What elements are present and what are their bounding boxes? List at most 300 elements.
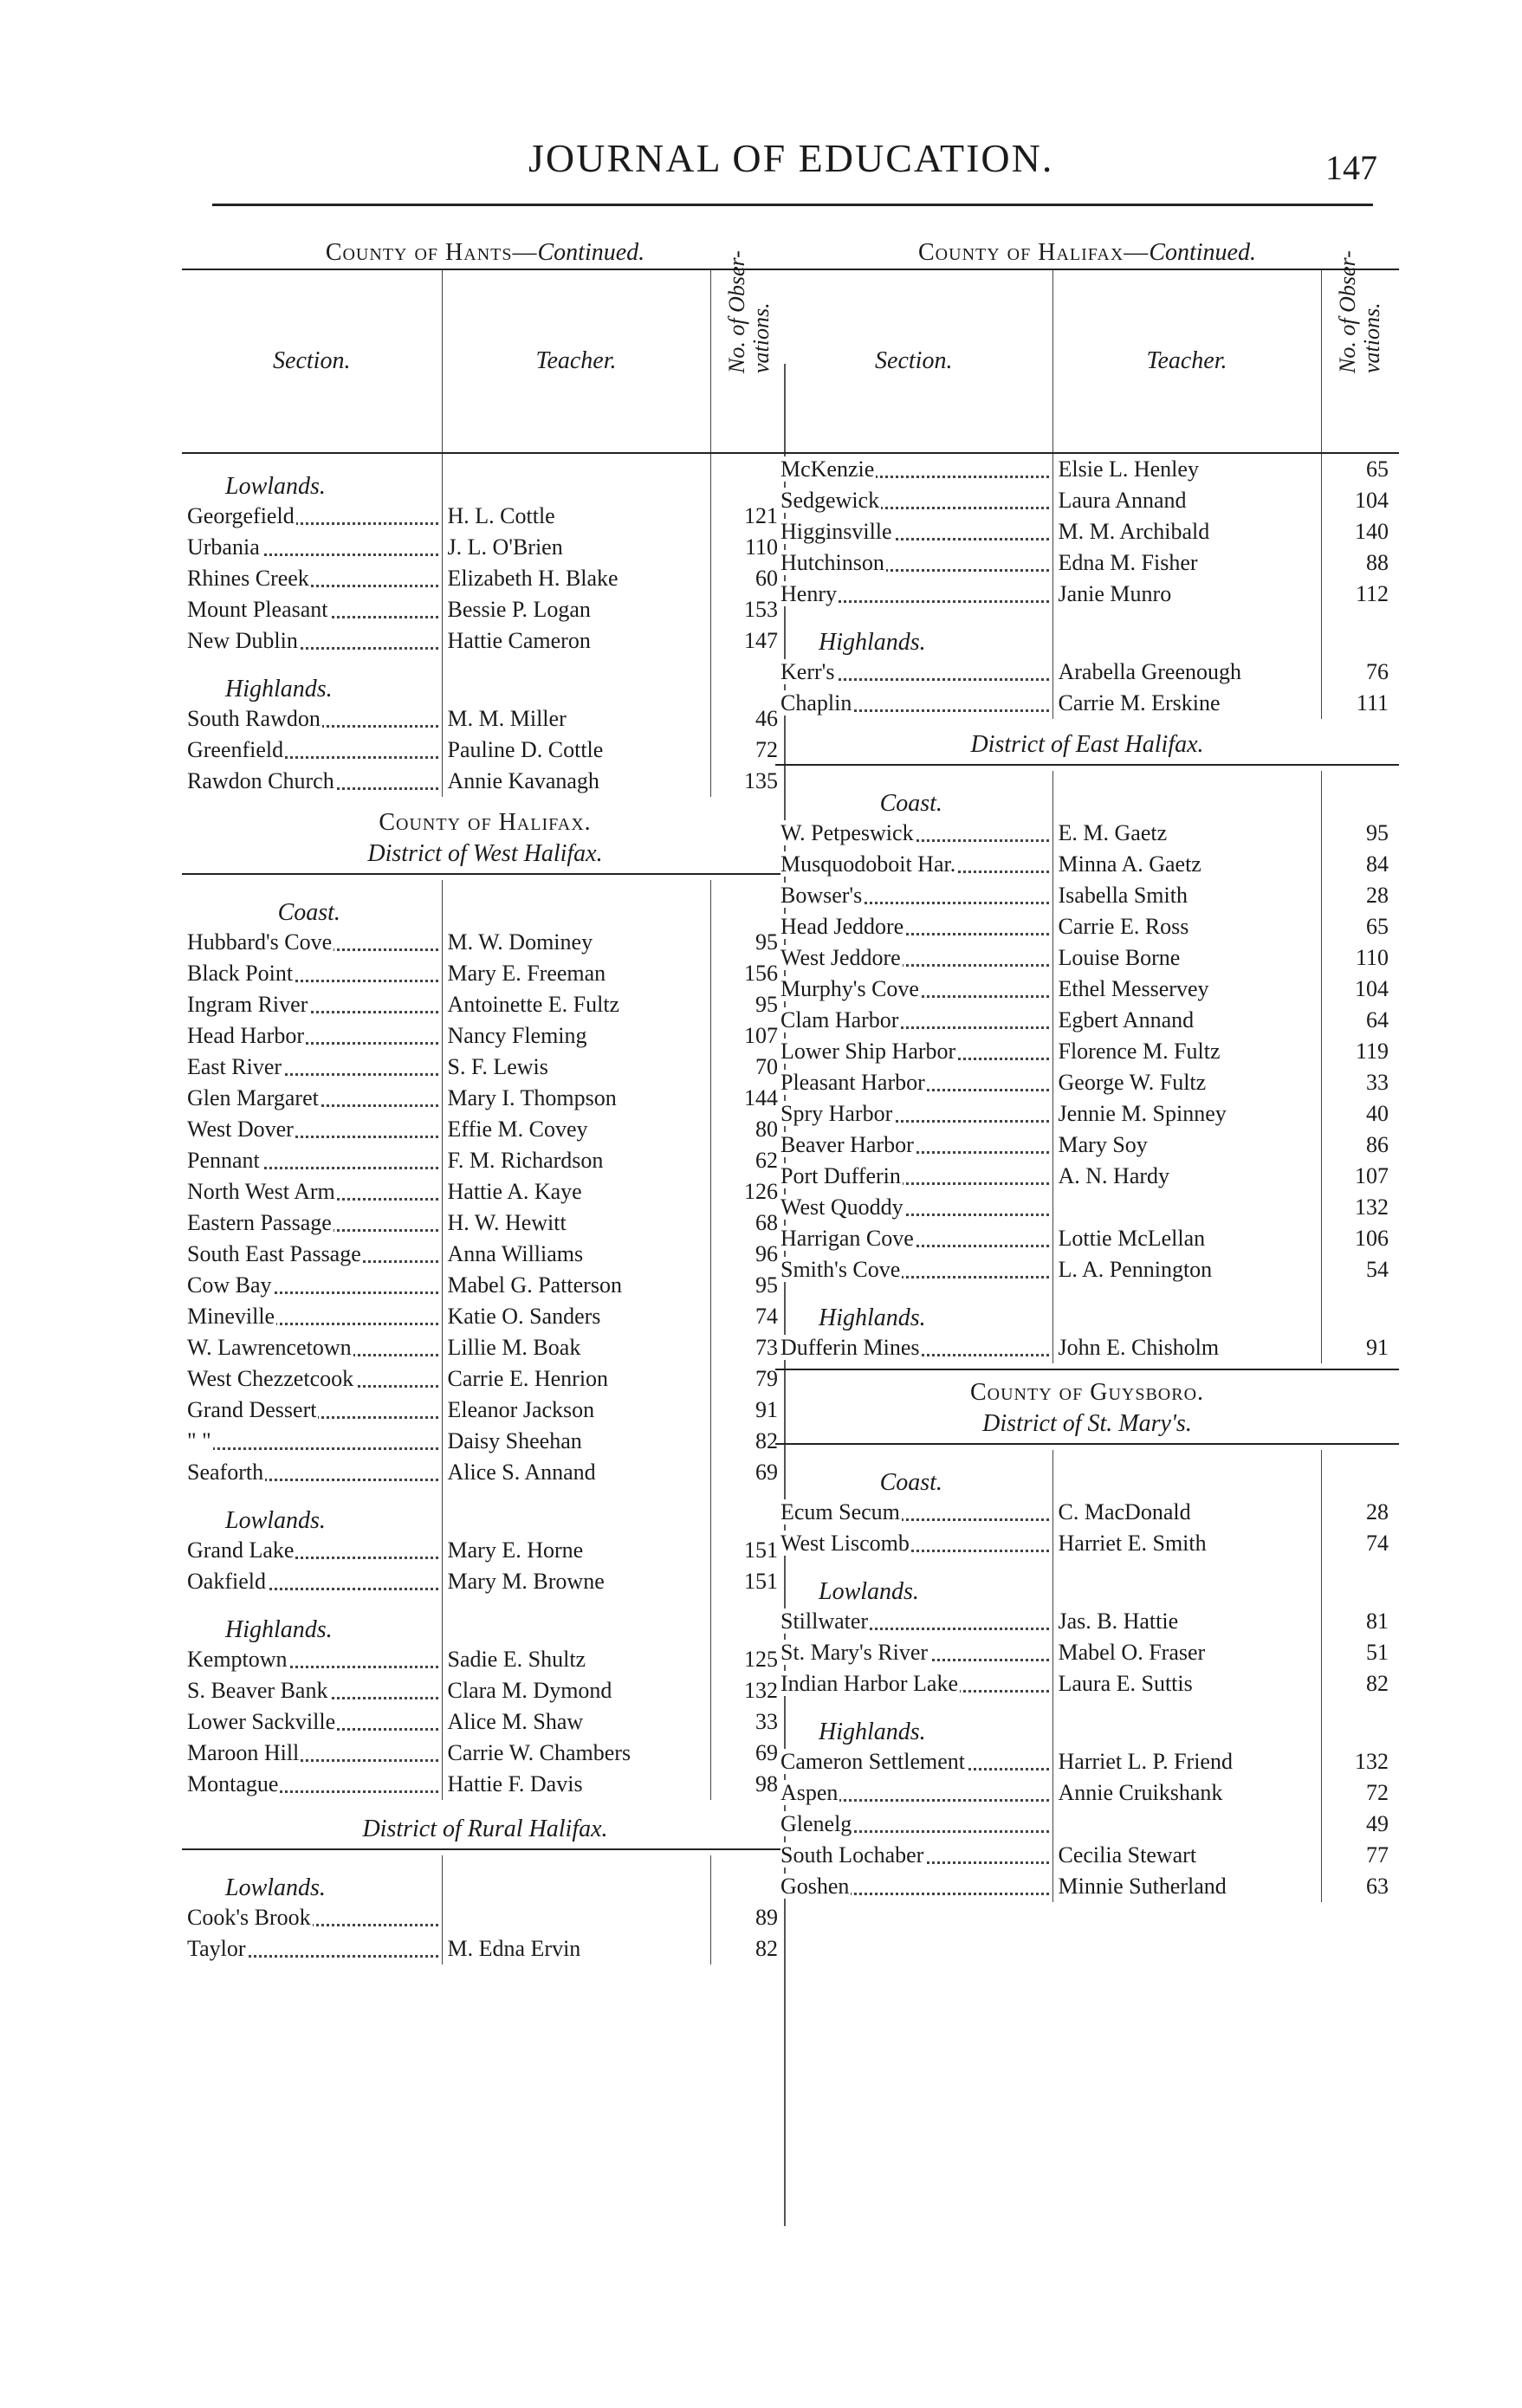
observations-cell: 135 bbox=[744, 768, 778, 793]
table-row bbox=[182, 1738, 788, 1769]
section-cell bbox=[182, 1176, 442, 1207]
section-cell bbox=[775, 818, 1052, 849]
east-halifax-table bbox=[775, 771, 1399, 1363]
section-name: Murphy's Cove bbox=[780, 976, 919, 1001]
section-rule bbox=[775, 1369, 1399, 1370]
observations-cell: 140 bbox=[1355, 519, 1389, 544]
right-column bbox=[775, 234, 1399, 1902]
table-row bbox=[182, 1395, 788, 1426]
table-row bbox=[182, 1020, 788, 1052]
table-row bbox=[182, 1902, 788, 1933]
section-name: Glenelg bbox=[780, 1811, 852, 1836]
district-east-halifax: District of East Halifax. bbox=[970, 731, 1204, 758]
section-cell bbox=[182, 1145, 442, 1176]
section-name: Higginsville bbox=[780, 519, 892, 544]
observations-cell: 147 bbox=[744, 628, 778, 653]
teacher-cell: M. W. Dominey bbox=[442, 927, 710, 958]
section-name: Hubbard's Cove bbox=[187, 929, 333, 955]
section-name: Urbania bbox=[187, 534, 260, 560]
teacher-cell: Harriet E. Smith bbox=[1052, 1528, 1321, 1559]
empty-cell bbox=[442, 1488, 710, 1535]
section-name: Mount Pleasant bbox=[187, 597, 328, 622]
table-row bbox=[775, 688, 1399, 719]
section-name: W. Lawrencetown bbox=[187, 1335, 352, 1360]
section-name: Hutchinson bbox=[780, 550, 884, 575]
subsection-label: Highlands. bbox=[182, 1597, 442, 1644]
section-cell bbox=[182, 1675, 442, 1706]
empty-cell bbox=[1052, 610, 1321, 657]
section-name: McKenzie bbox=[780, 456, 875, 482]
observations-cell: 33 bbox=[1366, 1070, 1389, 1095]
subsection-label: Highlands. bbox=[775, 1699, 1052, 1746]
district-rural-halifax: District of Rural Halifax. bbox=[362, 1816, 608, 1842]
section-name: W. Petpeswick bbox=[780, 820, 914, 845]
section-cell bbox=[182, 1426, 442, 1457]
section-cell bbox=[775, 1332, 1052, 1363]
table-row bbox=[775, 1840, 1399, 1871]
table-row bbox=[182, 1145, 788, 1176]
section-name: Beaver Harbor bbox=[780, 1132, 914, 1157]
table-row bbox=[775, 1254, 1399, 1285]
observations-cell: 68 bbox=[755, 1210, 778, 1235]
teacher-cell: C. MacDonald bbox=[1052, 1497, 1321, 1528]
observations-cell: 76 bbox=[1366, 659, 1389, 684]
teacher-cell: Carrie E. Ross bbox=[1052, 911, 1321, 942]
teacher-cell: Lottie McLellan bbox=[1052, 1223, 1321, 1254]
table-row bbox=[182, 735, 788, 766]
section-name: Cameron Settlement bbox=[780, 1749, 966, 1774]
section-cell bbox=[775, 849, 1052, 880]
section-cell bbox=[775, 453, 1052, 485]
observations-cell: 82 bbox=[755, 1428, 778, 1453]
teacher-cell: Hattie Cameron bbox=[442, 625, 710, 657]
section-name: Grand Dessert bbox=[187, 1397, 317, 1422]
teacher-cell: Minna A. Gaetz bbox=[1052, 849, 1321, 880]
section-cell bbox=[182, 625, 442, 657]
table-row bbox=[182, 1270, 788, 1301]
table-row bbox=[182, 1239, 788, 1270]
teacher-cell: Katie O. Sanders bbox=[442, 1301, 710, 1332]
teacher-cell: Louise Borne bbox=[1052, 942, 1321, 974]
empty-cell bbox=[1321, 1699, 1399, 1746]
teacher-cell: Edna M. Fisher bbox=[1052, 547, 1321, 579]
section-cell bbox=[775, 1871, 1052, 1902]
table-row bbox=[775, 657, 1399, 688]
section-name: Port Dufferin bbox=[780, 1163, 901, 1188]
section-cell bbox=[182, 1207, 442, 1239]
section-name: Cook's Brook bbox=[187, 1905, 311, 1930]
section-cell bbox=[182, 594, 442, 625]
teacher-cell: Alice M. Shaw bbox=[442, 1706, 710, 1738]
section-cell bbox=[775, 1130, 1052, 1161]
section-name: Greenfield bbox=[187, 737, 284, 762]
table-row bbox=[182, 563, 788, 594]
observations-cell: 82 bbox=[1366, 1671, 1389, 1696]
teacher-cell: Nancy Fleming bbox=[442, 1020, 710, 1052]
observations-cell: 121 bbox=[744, 503, 778, 528]
subsection-label: Coast. bbox=[775, 771, 1052, 818]
table-row bbox=[182, 1769, 788, 1800]
section-cell bbox=[182, 1706, 442, 1738]
table-row bbox=[775, 1098, 1399, 1130]
subsection-heading bbox=[775, 610, 1399, 657]
section-cell bbox=[182, 1902, 442, 1933]
table-row bbox=[182, 1535, 788, 1566]
section-cell bbox=[775, 547, 1052, 579]
observations-cell: 104 bbox=[1355, 488, 1389, 513]
teacher-cell: Lillie M. Boak bbox=[442, 1332, 710, 1363]
teacher-cell: Harriet L. P. Friend bbox=[1052, 1746, 1321, 1777]
teacher-cell: Mary I. Thompson bbox=[442, 1083, 710, 1114]
empty-cell bbox=[442, 1597, 710, 1644]
section-name: Head Jeddore bbox=[780, 914, 904, 939]
section-cell bbox=[182, 1363, 442, 1395]
section-cell bbox=[182, 1020, 442, 1052]
observations-cell: 70 bbox=[755, 1054, 778, 1079]
observations-cell: 132 bbox=[744, 1678, 778, 1703]
empty-cell bbox=[1052, 1699, 1321, 1746]
observations-cell: 65 bbox=[1366, 914, 1389, 939]
teacher-cell: M. Edna Ervin bbox=[442, 1933, 710, 1965]
section-cell bbox=[182, 1738, 442, 1769]
observations-cell: 95 bbox=[755, 992, 778, 1017]
section-name: Ingram River bbox=[187, 992, 308, 1017]
observations-cell: 98 bbox=[755, 1771, 778, 1796]
section-cell bbox=[775, 942, 1052, 974]
observations-cell: 125 bbox=[744, 1647, 778, 1672]
observations-cell: 64 bbox=[1366, 1007, 1389, 1032]
teacher-cell: Annie Cruikshank bbox=[1052, 1777, 1321, 1809]
teacher-cell bbox=[1052, 1809, 1321, 1840]
table-row bbox=[182, 958, 788, 989]
observations-cell: 28 bbox=[1366, 883, 1389, 908]
section-name: Indian Harbor Lake bbox=[780, 1671, 959, 1696]
teacher-cell: E. M. Gaetz bbox=[1052, 818, 1321, 849]
section-name: South East Passage bbox=[187, 1241, 361, 1266]
section-name: Lower Ship Harbor bbox=[780, 1039, 956, 1064]
observations-cell: 132 bbox=[1355, 1194, 1389, 1220]
table-row bbox=[182, 1566, 788, 1597]
subsection-label: Lowlands. bbox=[182, 1488, 442, 1535]
page-header bbox=[0, 130, 1522, 208]
section-cell bbox=[182, 1083, 442, 1114]
observations-cell: 95 bbox=[1366, 820, 1389, 845]
teacher-cell: Carrie W. Chambers bbox=[442, 1738, 710, 1769]
teacher-cell: Mabel O. Fraser bbox=[1052, 1637, 1321, 1668]
table-row bbox=[182, 927, 788, 958]
section-name: Henry bbox=[780, 581, 837, 606]
section-name: West Quoddy bbox=[780, 1194, 903, 1220]
section-name: St. Mary's River bbox=[780, 1640, 929, 1665]
section-name: Grand Lake bbox=[187, 1537, 295, 1563]
section-cell bbox=[775, 657, 1052, 688]
table-header-row bbox=[182, 269, 788, 453]
section-name: South Rawdon bbox=[187, 706, 321, 731]
section-name: West Liscomb bbox=[780, 1531, 910, 1556]
observations-cell: 81 bbox=[1366, 1609, 1389, 1634]
observations-cell: 82 bbox=[755, 1936, 778, 1961]
observations-cell: 74 bbox=[755, 1304, 778, 1329]
table-row bbox=[775, 1746, 1399, 1777]
teacher-cell: Antoinette E. Fultz bbox=[442, 989, 710, 1020]
section-name: Montague bbox=[187, 1771, 279, 1796]
table-row bbox=[775, 453, 1399, 485]
subsection-heading bbox=[182, 880, 788, 927]
empty-cell bbox=[442, 657, 710, 703]
section-cell bbox=[182, 1332, 442, 1363]
table-row bbox=[182, 1457, 788, 1488]
table-row bbox=[775, 485, 1399, 516]
observations-cell: 107 bbox=[1355, 1163, 1389, 1188]
observations-cell: 110 bbox=[1355, 945, 1389, 970]
section-cell bbox=[775, 974, 1052, 1005]
teacher-cell: Jas. B. Hattie bbox=[1052, 1606, 1321, 1637]
rural-halifax-table bbox=[182, 1855, 788, 1965]
subsection-heading bbox=[182, 1597, 788, 1644]
section-cell bbox=[182, 1457, 442, 1488]
observations-cell: 107 bbox=[744, 1023, 778, 1048]
table-row bbox=[775, 516, 1399, 547]
section-cell bbox=[182, 1301, 442, 1332]
teacher-cell: Anna Williams bbox=[442, 1239, 710, 1270]
table-row bbox=[775, 1161, 1399, 1192]
left-column bbox=[182, 234, 788, 1965]
teacher-cell: Mary E. Freeman bbox=[442, 958, 710, 989]
empty-cell bbox=[1321, 1285, 1399, 1332]
teacher-cell: Cecilia Stewart bbox=[1052, 1840, 1321, 1871]
observations-cell: 132 bbox=[1355, 1749, 1389, 1774]
observations-cell: 46 bbox=[755, 706, 778, 731]
observations-cell: 49 bbox=[1366, 1811, 1389, 1836]
observations-cell: 156 bbox=[744, 961, 778, 986]
section-cell bbox=[182, 1052, 442, 1083]
section-cell bbox=[775, 1497, 1052, 1528]
table-row bbox=[182, 501, 788, 532]
teacher-cell: Laura Annand bbox=[1052, 485, 1321, 516]
observations-cell: 106 bbox=[1355, 1226, 1389, 1251]
table-row bbox=[775, 974, 1399, 1005]
section-name: Oakfield bbox=[187, 1569, 266, 1594]
teacher-cell: Daisy Sheehan bbox=[442, 1426, 710, 1457]
table-row bbox=[775, 1067, 1399, 1098]
section-cell bbox=[182, 703, 442, 735]
section-cell bbox=[775, 1637, 1052, 1668]
teacher-cell: Laura E. Suttis bbox=[1052, 1668, 1321, 1699]
county-heading-halifax-continued: County of Halifax—Continued. bbox=[918, 239, 1256, 266]
teacher-cell: Arabella Greenough bbox=[1052, 657, 1321, 688]
section-name: West Jeddore bbox=[780, 945, 901, 970]
observations-cell: 80 bbox=[755, 1117, 778, 1142]
section-cell bbox=[775, 880, 1052, 911]
section-cell bbox=[182, 1769, 442, 1800]
teacher-cell: Sadie E. Shultz bbox=[442, 1644, 710, 1675]
leader-dots bbox=[187, 1447, 438, 1450]
table-row bbox=[775, 1036, 1399, 1067]
teacher-cell bbox=[442, 1902, 710, 1933]
section-name: Aspen bbox=[780, 1780, 839, 1805]
section-cell bbox=[182, 1566, 442, 1597]
section-name: Rhines Creek bbox=[187, 566, 309, 591]
section-name: Harrigan Cove bbox=[780, 1226, 914, 1251]
subsection-heading bbox=[775, 1450, 1399, 1497]
teacher-cell: Elizabeth H. Blake bbox=[442, 563, 710, 594]
section-name: Head Harbor bbox=[187, 1023, 304, 1048]
table-row bbox=[182, 1083, 788, 1114]
teacher-cell: J. L. O'Brien bbox=[442, 532, 710, 563]
table-row bbox=[775, 547, 1399, 579]
table-row bbox=[775, 579, 1399, 610]
subsection-heading bbox=[182, 1488, 788, 1535]
section-cell bbox=[182, 927, 442, 958]
observations-cell: 63 bbox=[1366, 1874, 1389, 1899]
table-row bbox=[182, 703, 788, 735]
section-cell bbox=[775, 1098, 1052, 1130]
empty-cell bbox=[1052, 1285, 1321, 1332]
section-cell bbox=[775, 1746, 1052, 1777]
empty-cell bbox=[1052, 1559, 1321, 1606]
table-row bbox=[182, 1207, 788, 1239]
section-cell bbox=[182, 1395, 442, 1426]
table-row bbox=[775, 1130, 1399, 1161]
observations-cell: 51 bbox=[1366, 1640, 1389, 1665]
section-cell bbox=[182, 532, 442, 563]
header-rule bbox=[212, 204, 1373, 206]
section-name: Mineville bbox=[187, 1304, 275, 1329]
district-west-halifax: District of West Halifax. bbox=[367, 840, 603, 867]
section-name: West Dover bbox=[187, 1117, 294, 1142]
section-name: North West Arm bbox=[187, 1179, 335, 1204]
subsection-label: Coast. bbox=[775, 1450, 1052, 1497]
table-row bbox=[182, 1052, 788, 1083]
subsection-label: Lowlands. bbox=[775, 1559, 1052, 1606]
teacher-cell: A. N. Hardy bbox=[1052, 1161, 1321, 1192]
empty-cell bbox=[1321, 1559, 1399, 1606]
teacher-cell: M. M. Miller bbox=[442, 703, 710, 735]
table-row bbox=[775, 1637, 1399, 1668]
section-rule bbox=[775, 1443, 1399, 1445]
subsection-heading bbox=[775, 1699, 1399, 1746]
section-rule bbox=[182, 873, 788, 875]
section-name: Cow Bay bbox=[187, 1272, 272, 1298]
section-cell bbox=[775, 1668, 1052, 1699]
observations-cell: 69 bbox=[755, 1740, 778, 1765]
section-cell bbox=[775, 1036, 1052, 1067]
teacher-cell: Mary E. Horne bbox=[442, 1535, 710, 1566]
teacher-cell: George W. Fultz bbox=[1052, 1067, 1321, 1098]
section-cell bbox=[775, 688, 1052, 719]
teacher-cell: Clara M. Dymond bbox=[442, 1675, 710, 1706]
teacher-cell: Carrie M. Erskine bbox=[1052, 688, 1321, 719]
section-name: West Chezzetcook bbox=[187, 1366, 354, 1391]
empty-cell bbox=[442, 453, 710, 501]
section-name: S. Beaver Bank bbox=[187, 1678, 328, 1703]
section-name: Dufferin Mines bbox=[780, 1335, 920, 1360]
subsection-label: Lowlands. bbox=[182, 453, 442, 501]
section-cell bbox=[182, 1239, 442, 1270]
table-row bbox=[182, 625, 788, 657]
section-cell bbox=[775, 1777, 1052, 1809]
section-name: Maroon Hill bbox=[187, 1740, 300, 1765]
table-row bbox=[775, 1668, 1399, 1699]
section-name: Black Point bbox=[187, 961, 294, 986]
section-cell bbox=[775, 1192, 1052, 1223]
section-name: Musquodoboit Har. bbox=[780, 851, 956, 877]
section-cell bbox=[182, 735, 442, 766]
section-cell bbox=[182, 958, 442, 989]
observations-cell: 79 bbox=[755, 1366, 778, 1391]
observations-cell: 95 bbox=[755, 1272, 778, 1298]
section-cell bbox=[182, 1270, 442, 1301]
observations-cell: 62 bbox=[755, 1148, 778, 1173]
teacher-cell: Mary M. Browne bbox=[442, 1566, 710, 1597]
observations-cell: 54 bbox=[1366, 1257, 1389, 1282]
observations-cell: 74 bbox=[1366, 1531, 1389, 1556]
subsection-heading bbox=[182, 657, 788, 703]
section-cell bbox=[182, 1644, 442, 1675]
observations-cell: 119 bbox=[1355, 1039, 1389, 1064]
teacher-cell: Pauline D. Cottle bbox=[442, 735, 710, 766]
section-cell bbox=[182, 989, 442, 1020]
table-row bbox=[182, 1301, 788, 1332]
section-name: Seaforth bbox=[187, 1460, 264, 1485]
section-cell bbox=[182, 1114, 442, 1145]
section-cell bbox=[182, 563, 442, 594]
section-cell bbox=[775, 1809, 1052, 1840]
observations-cell: 73 bbox=[755, 1335, 778, 1360]
observations-cell: 104 bbox=[1355, 976, 1389, 1001]
observations-cell: 95 bbox=[755, 929, 778, 955]
teacher-cell: Florence M. Fultz bbox=[1052, 1036, 1321, 1067]
teacher-cell: F. M. Richardson bbox=[442, 1145, 710, 1176]
teacher-cell: Carrie E. Henrion bbox=[442, 1363, 710, 1395]
observations-cell: 151 bbox=[744, 1537, 778, 1563]
section-cell bbox=[775, 579, 1052, 610]
empty-cell bbox=[1052, 1450, 1321, 1497]
table-row bbox=[775, 818, 1399, 849]
observations-cell: 69 bbox=[755, 1460, 778, 1485]
section-name: Chaplin bbox=[780, 690, 852, 715]
section-cell bbox=[182, 501, 442, 532]
observations-cell: 110 bbox=[744, 534, 778, 560]
observations-cell: 89 bbox=[755, 1905, 778, 1930]
teacher-cell: H. W. Hewitt bbox=[442, 1207, 710, 1239]
observations-cell: 126 bbox=[744, 1179, 778, 1204]
section-cell bbox=[775, 516, 1052, 547]
section-rule bbox=[182, 1848, 788, 1850]
teacher-cell: H. L. Cottle bbox=[442, 501, 710, 532]
st-marys-table bbox=[775, 1450, 1399, 1902]
table-row bbox=[182, 1176, 788, 1207]
teacher-cell: Elsie L. Henley bbox=[1052, 453, 1321, 485]
section-name: Eastern Passage bbox=[187, 1210, 332, 1235]
empty-cell bbox=[442, 880, 710, 927]
table-row bbox=[775, 1777, 1399, 1809]
table-row bbox=[775, 942, 1399, 974]
observations-cell: 84 bbox=[1366, 851, 1389, 877]
section-cell bbox=[182, 1933, 442, 1965]
observations-cell: 112 bbox=[1355, 581, 1389, 606]
teacher-cell: John E. Chisholm bbox=[1052, 1332, 1321, 1363]
section-cell bbox=[775, 1223, 1052, 1254]
district-st-marys: District of St. Mary's. bbox=[982, 1410, 1192, 1437]
subsection-label: Coast. bbox=[182, 880, 442, 927]
empty-cell bbox=[1321, 610, 1399, 657]
teacher-cell: L. A. Pennington bbox=[1052, 1254, 1321, 1285]
section-cell bbox=[775, 1067, 1052, 1098]
empty-cell bbox=[1321, 1450, 1399, 1497]
section-name: Pleasant Harbor bbox=[780, 1070, 925, 1095]
section-name: Kerr's bbox=[780, 659, 835, 684]
